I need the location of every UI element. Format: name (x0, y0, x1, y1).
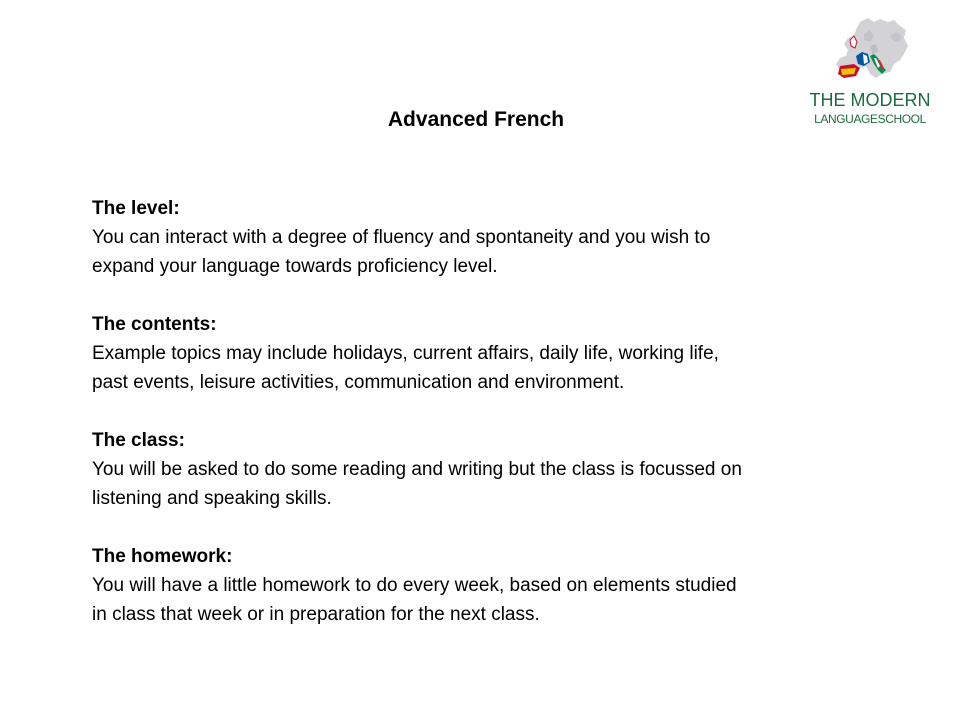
logo-name-line2: LANGUAGESCHOOL (814, 112, 926, 126)
section-text-line: Example topics may include holidays, current affairs, daily life, working life, (92, 343, 719, 364)
logo-name-line1: THE MODERN (809, 90, 931, 110)
section-text-line: in class that week or in preparation for the next class. (92, 604, 540, 625)
section-text-line: You will have a little homework to do every week, based on elements studied (92, 575, 737, 596)
section-level (92, 194, 892, 281)
europe-map-icon (830, 16, 910, 90)
section-text-line: You can interact with a degree of fluency and spontaneity and you wish to (92, 227, 711, 248)
section-text-line: You will be asked to do some reading and writing but the class is focussed on (92, 459, 742, 480)
section-text-line: past events, leisure activities, communication and environment. (92, 372, 625, 393)
section-class (92, 426, 892, 513)
section-heading: The class: (92, 430, 185, 451)
section-homework (92, 542, 892, 629)
section-heading: The level: (92, 198, 180, 219)
section-heading: The homework: (92, 546, 233, 567)
course-description (92, 194, 892, 658)
section-text-line: listening and speaking skills. (92, 488, 332, 509)
section-contents (92, 310, 892, 397)
section-heading: The contents: (92, 314, 217, 335)
page-title: Advanced French (387, 108, 565, 131)
section-text-line: expand your language towards proficiency level. (92, 256, 498, 277)
